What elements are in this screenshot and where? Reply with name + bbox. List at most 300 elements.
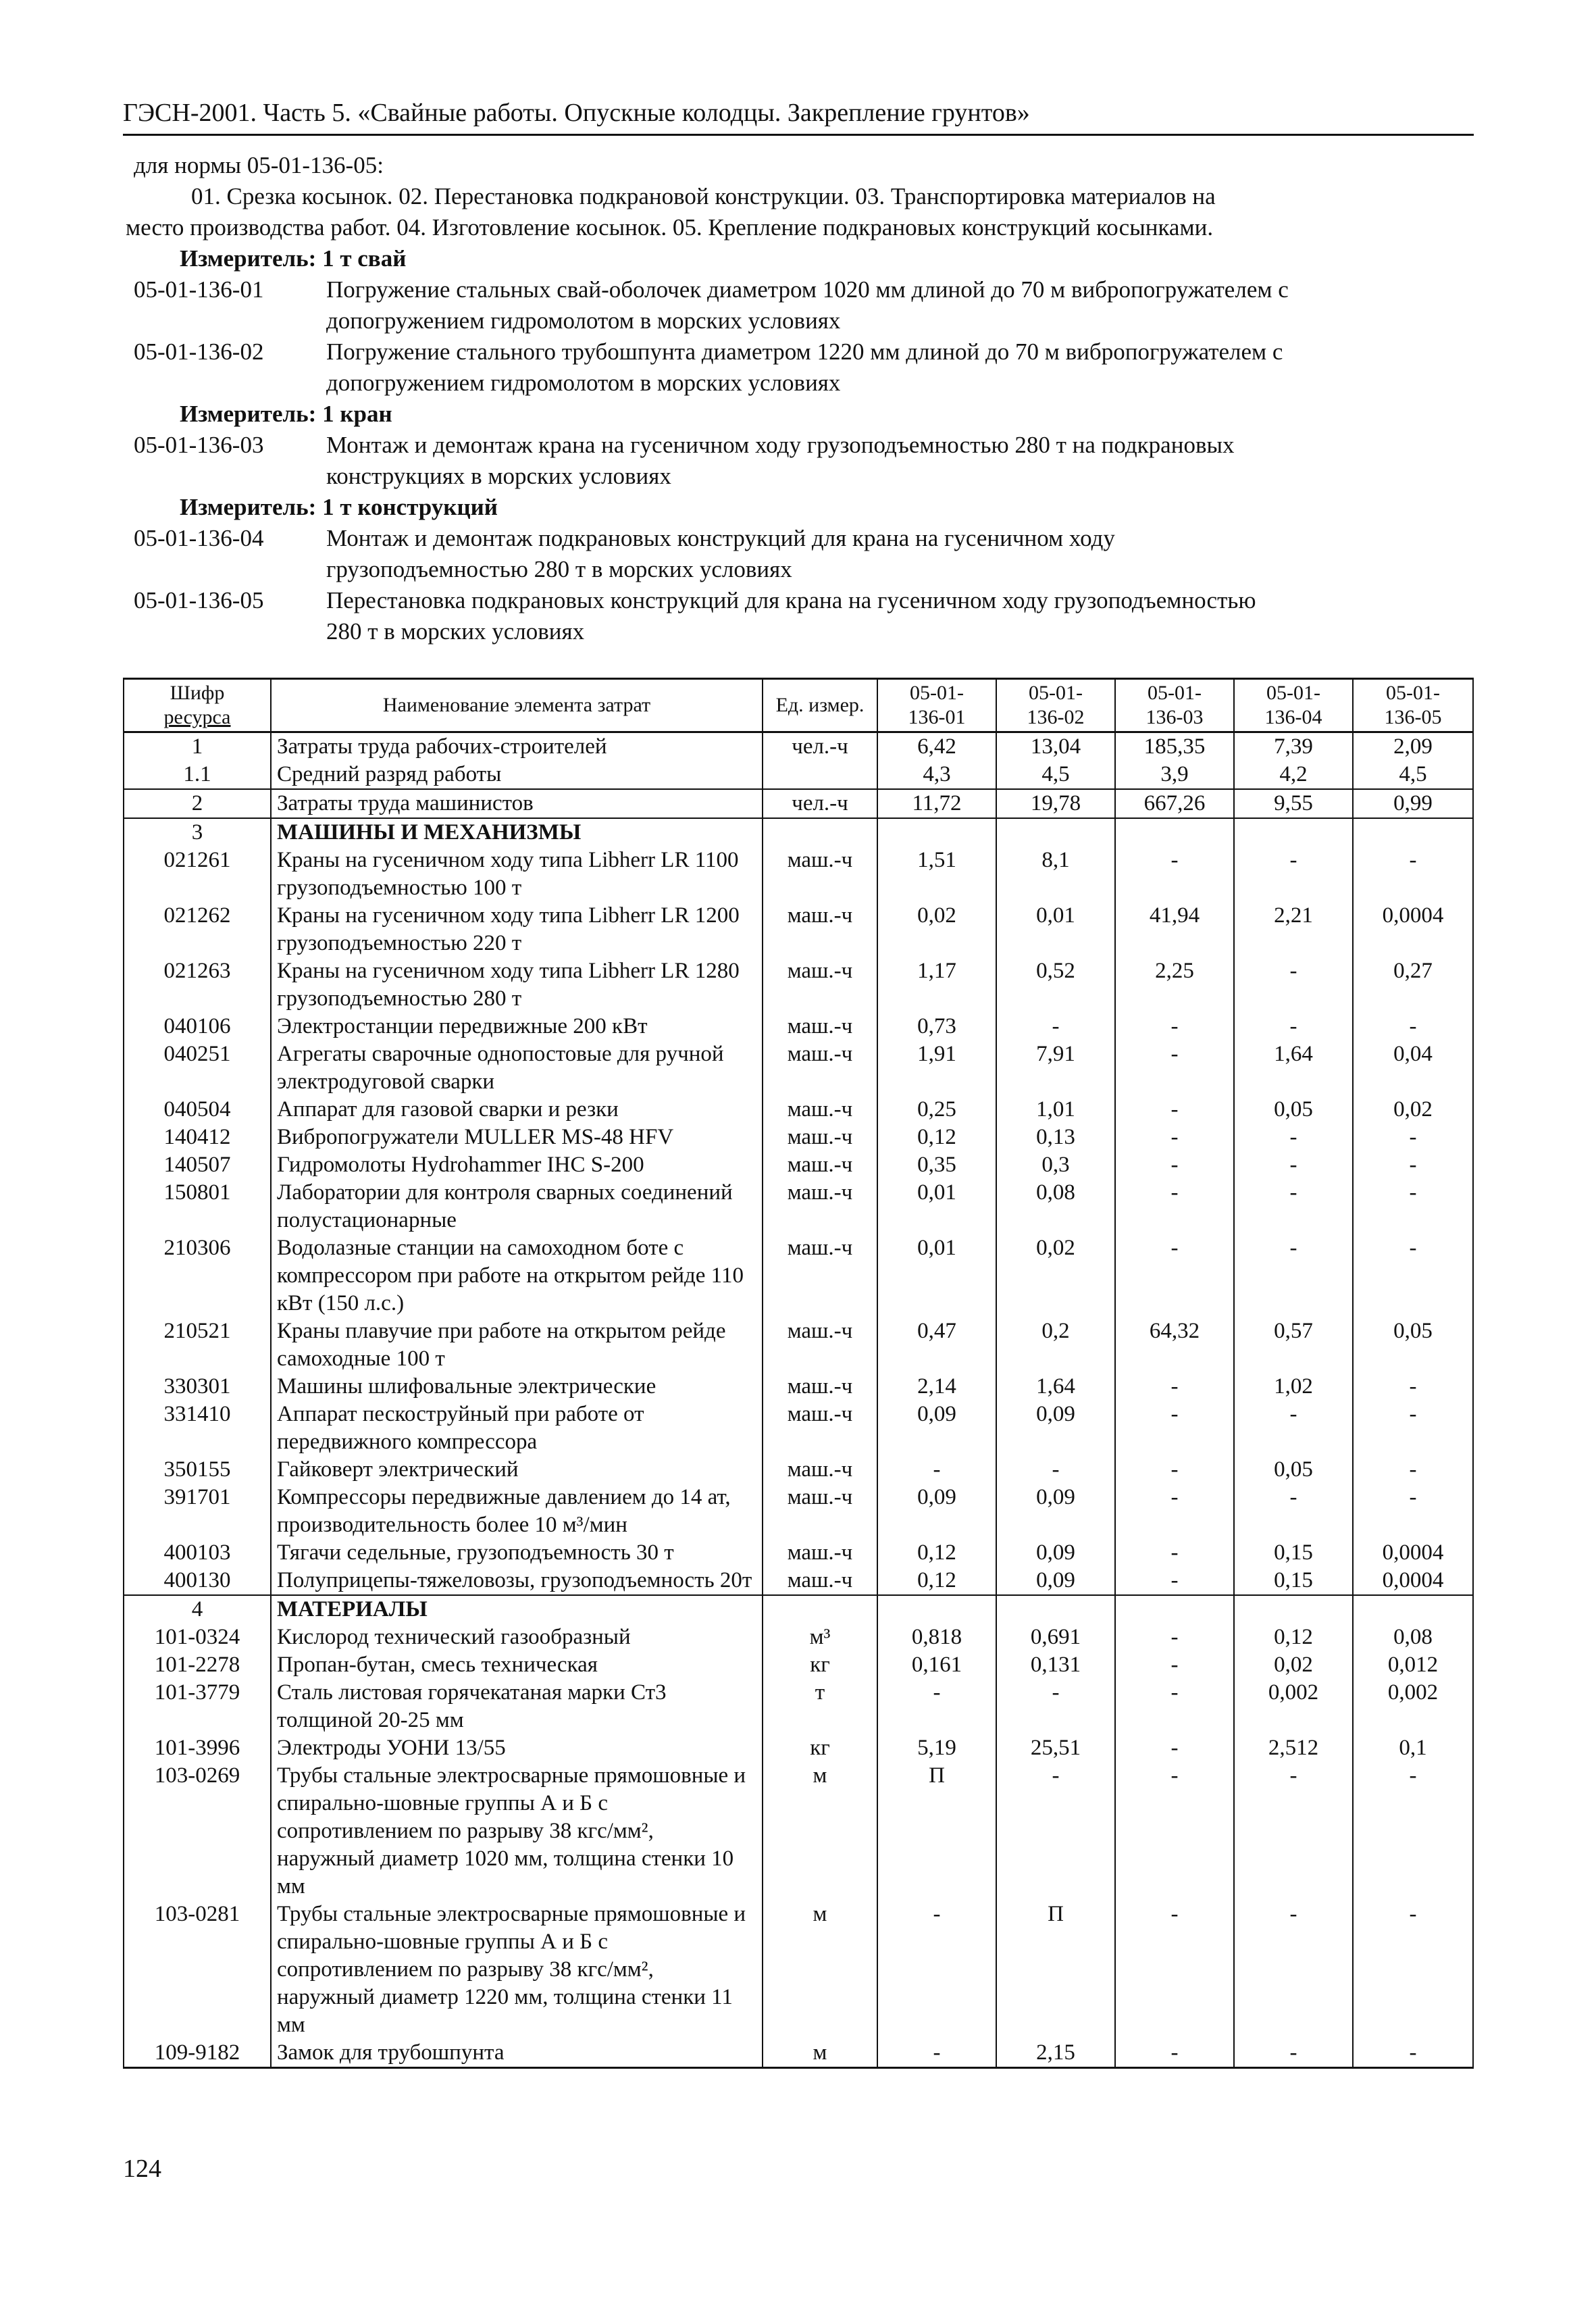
- resource-code: 021263: [124, 957, 271, 1013]
- table-row: [124, 1901, 1473, 2039]
- value-norm-5: 0,05: [1353, 1317, 1473, 1373]
- value-norm-4: 1,64: [1234, 1040, 1353, 1096]
- measure-unit-3: Измеритель: 1 т конструкций: [180, 494, 498, 520]
- table-row: [124, 1179, 1473, 1234]
- value-norm-1: 0,12: [877, 1124, 996, 1151]
- value-norm-5: -: [1353, 2039, 1473, 2068]
- norm-text-line: грузоподъемностью 280 т в морских условиях: [326, 556, 792, 582]
- resource-name: Вибропогружатели MULLER MS-48 HFV: [271, 1124, 763, 1151]
- resource-code: 101-0324: [124, 1624, 271, 1651]
- value-norm-5: 0,0004: [1353, 902, 1473, 957]
- resource-table: [123, 678, 1474, 2069]
- unit-cell: [763, 1595, 877, 1624]
- unit-cell: кг: [763, 1651, 877, 1679]
- value-norm-3: -: [1115, 1901, 1234, 2039]
- table-row: [124, 1539, 1473, 1567]
- table-body: [124, 732, 1473, 2068]
- resource-code: 1: [124, 732, 271, 761]
- value-norm-3: 185,35: [1115, 732, 1234, 761]
- value-norm-1: 1,51: [877, 847, 996, 902]
- unit-cell: кг: [763, 1734, 877, 1762]
- page-header: ГЭСН-2001. Часть 5. «Свайные работы. Опускные колодцы. Закрепление грунтов»: [123, 96, 1474, 136]
- value-norm-4: 0,15: [1234, 1567, 1353, 1595]
- resource-name: Водолазные станции на самоходном боте с компрессором при работе на открытом рейде 110 кВт (150 л.с.): [271, 1234, 763, 1317]
- value-norm-5: -: [1353, 1124, 1473, 1151]
- resource-code: 101-3779: [124, 1679, 271, 1734]
- value-norm-1: 11,72: [877, 789, 996, 818]
- resource-code: 2: [124, 789, 271, 818]
- value-norm-2: -: [996, 1013, 1115, 1040]
- resource-name: Гидромолоты Hydrohammer IHC S-200: [271, 1151, 763, 1179]
- resource-name: Аппарат пескоструйный при работе от передвижного компрессора: [271, 1401, 763, 1456]
- table-row: [124, 1124, 1473, 1151]
- value-norm-4: 0,05: [1234, 1096, 1353, 1124]
- value-norm-3: -: [1115, 1124, 1234, 1151]
- table-row: [124, 1762, 1473, 1901]
- value-norm-1: -: [877, 1679, 996, 1734]
- unit-cell: маш.-ч: [763, 1013, 877, 1040]
- value-norm-1: 0,161: [877, 1651, 996, 1679]
- resource-code: 331410: [124, 1401, 271, 1456]
- value-norm-1: 4,3: [877, 761, 996, 789]
- header-norm-4: 05-01- 136-04: [1234, 679, 1353, 732]
- value-norm-1: 1,17: [877, 957, 996, 1013]
- resource-name: Затраты труда рабочих-строителей: [271, 732, 763, 761]
- value-norm-1: 5,19: [877, 1734, 996, 1762]
- unit-cell: маш.-ч: [763, 1234, 877, 1317]
- value-norm-3: 667,26: [1115, 789, 1234, 818]
- resource-name: Электроды УОНИ 13/55: [271, 1734, 763, 1762]
- unit-cell: м³: [763, 1624, 877, 1651]
- value-norm-1: 0,01: [877, 1234, 996, 1317]
- value-norm-3: 2,25: [1115, 957, 1234, 1013]
- value-norm-4: 0,002: [1234, 1679, 1353, 1734]
- value-norm-1: 1,91: [877, 1040, 996, 1096]
- value-norm-1: [877, 818, 996, 847]
- unit-cell: маш.-ч: [763, 1317, 877, 1373]
- unit-cell: [763, 818, 877, 847]
- value-norm-3: -: [1115, 1456, 1234, 1484]
- value-norm-5: 0,002: [1353, 1679, 1473, 1734]
- header-norm-2: 05-01- 136-02: [996, 679, 1115, 732]
- resource-code: 040106: [124, 1013, 271, 1040]
- resource-name: Электростанции передвижные 200 кВт: [271, 1013, 763, 1040]
- resource-code: 391701: [124, 1484, 271, 1539]
- value-norm-3: 3,9: [1115, 761, 1234, 789]
- resource-name: Краны на гусеничном ходу типа Libherr LR 1200 грузоподъемностью 220 т: [271, 902, 763, 957]
- value-norm-5: 0,012: [1353, 1651, 1473, 1679]
- header-name: Наименование элемента затрат: [271, 679, 763, 732]
- table-row: [124, 761, 1473, 789]
- unit-cell: маш.-ч: [763, 1456, 877, 1484]
- resource-name: Затраты труда машинистов: [271, 789, 763, 818]
- resource-code: 400130: [124, 1567, 271, 1595]
- value-norm-2: 19,78: [996, 789, 1115, 818]
- resource-code: 210306: [124, 1234, 271, 1317]
- value-norm-4: -: [1234, 1762, 1353, 1901]
- value-norm-1: 0,09: [877, 1401, 996, 1456]
- resource-name: Краны на гусеничном ходу типа Libherr LR 1280 грузоподъемностью 280 т: [271, 957, 763, 1013]
- value-norm-2: -: [996, 1762, 1115, 1901]
- table-header-row: [124, 679, 1473, 732]
- value-norm-3: -: [1115, 1484, 1234, 1539]
- measure-unit-1: Измеритель: 1 т свай: [180, 245, 407, 272]
- measure-unit-2: Измеритель: 1 кран: [180, 401, 392, 427]
- norm-item: [134, 523, 1478, 585]
- table-row: [124, 1096, 1473, 1124]
- value-norm-3: -: [1115, 1539, 1234, 1567]
- table-row: [124, 1567, 1473, 1595]
- header-code: Шифр ресурса: [124, 679, 271, 732]
- resource-code: 140507: [124, 1151, 271, 1179]
- value-norm-1: -: [877, 2039, 996, 2068]
- value-norm-4: 7,39: [1234, 732, 1353, 761]
- value-norm-1: -: [877, 1901, 996, 2039]
- unit-cell: маш.-ч: [763, 957, 877, 1013]
- norm-item: [134, 336, 1478, 399]
- table-row: [124, 1595, 1473, 1624]
- value-norm-1: 0,12: [877, 1567, 996, 1595]
- norm-item: [134, 585, 1478, 647]
- value-norm-4: -: [1234, 1901, 1353, 2039]
- norm-text-line: конструкциях в морских условиях: [326, 463, 671, 489]
- value-norm-3: -: [1115, 1567, 1234, 1595]
- value-norm-5: 0,0004: [1353, 1567, 1473, 1595]
- resource-name: Аппарат для газовой сварки и резки: [271, 1096, 763, 1124]
- resource-code: 350155: [124, 1456, 271, 1484]
- value-norm-1: 0,02: [877, 902, 996, 957]
- value-norm-2: 0,09: [996, 1484, 1115, 1539]
- table-row: [124, 1013, 1473, 1040]
- resource-code: 021261: [124, 847, 271, 902]
- header-norm-5: 05-01- 136-05: [1353, 679, 1473, 732]
- value-norm-3: -: [1115, 1013, 1234, 1040]
- unit-cell: маш.-ч: [763, 1401, 877, 1456]
- value-norm-3: -: [1115, 1179, 1234, 1234]
- value-norm-5: 0,02: [1353, 1096, 1473, 1124]
- norm-description: [126, 150, 1478, 647]
- table-row: [124, 789, 1473, 818]
- resource-name: Полуприцепы-тяжеловозы, грузоподъемность 20т: [271, 1567, 763, 1595]
- value-norm-5: [1353, 1595, 1473, 1624]
- table-row: [124, 1651, 1473, 1679]
- unit-cell: [763, 761, 877, 789]
- resource-code: 330301: [124, 1373, 271, 1401]
- value-norm-3: -: [1115, 2039, 1234, 2068]
- value-norm-2: 25,51: [996, 1734, 1115, 1762]
- value-norm-2: 0,13: [996, 1124, 1115, 1151]
- unit-cell: м: [763, 1901, 877, 2039]
- norm-item: [134, 274, 1478, 336]
- unit-cell: маш.-ч: [763, 847, 877, 902]
- value-norm-5: -: [1353, 1762, 1473, 1901]
- work-steps-line-2: место производства работ. 04. Изготовление косынок. 05. Крепление подкрановых конструкций косынками.: [126, 214, 1214, 241]
- value-norm-2: 0,131: [996, 1651, 1115, 1679]
- norm-code: 05-01-136-05: [134, 587, 264, 613]
- resource-name: Сталь листовая горячекатаная марки Ст3 толщиной 20-25 мм: [271, 1679, 763, 1734]
- value-norm-4: -: [1234, 1013, 1353, 1040]
- table-row: [124, 1151, 1473, 1179]
- resource-code: 101-3996: [124, 1734, 271, 1762]
- resource-name: Трубы стальные электросварные прямошовные и спирально-шовные группы А и Б с сопротивлением по разрыву 38 кгс/мм², наружный диаметр 1020 мм, толщина стенки 10 мм: [271, 1762, 763, 1901]
- value-norm-4: 0,12: [1234, 1624, 1353, 1651]
- table-row: [124, 1401, 1473, 1456]
- value-norm-2: -: [996, 1679, 1115, 1734]
- resource-code: 150801: [124, 1179, 271, 1234]
- value-norm-3: 41,94: [1115, 902, 1234, 957]
- value-norm-5: -: [1353, 1151, 1473, 1179]
- norm-code: 05-01-136-03: [134, 432, 264, 458]
- norm-code: 05-01-136-02: [134, 338, 264, 365]
- value-norm-5: -: [1353, 1179, 1473, 1234]
- resource-code: 021262: [124, 902, 271, 957]
- unit-cell: маш.-ч: [763, 1539, 877, 1567]
- value-norm-5: 4,5: [1353, 761, 1473, 789]
- value-norm-3: -: [1115, 1734, 1234, 1762]
- header-norm-1: 05-01- 136-01: [877, 679, 996, 732]
- resource-name: Краны плавучие при работе на открытом рейде самоходные 100 т: [271, 1317, 763, 1373]
- value-norm-5: -: [1353, 1401, 1473, 1456]
- value-norm-3: -: [1115, 1373, 1234, 1401]
- table-row: [124, 2039, 1473, 2068]
- unit-cell: маш.-ч: [763, 1484, 877, 1539]
- resource-code: 103-0281: [124, 1901, 271, 2039]
- resource-name: Машины шлифовальные электрические: [271, 1373, 763, 1401]
- value-norm-5: 0,27: [1353, 957, 1473, 1013]
- value-norm-4: [1234, 818, 1353, 847]
- value-norm-2: 0,3: [996, 1151, 1115, 1179]
- value-norm-3: -: [1115, 1762, 1234, 1901]
- value-norm-4: -: [1234, 1234, 1353, 1317]
- value-norm-2: [996, 818, 1115, 847]
- value-norm-5: -: [1353, 1484, 1473, 1539]
- resource-code: 101-2278: [124, 1651, 271, 1679]
- value-norm-3: -: [1115, 1401, 1234, 1456]
- unit-cell: т: [763, 1679, 877, 1734]
- value-norm-3: -: [1115, 1624, 1234, 1651]
- resource-name: Лаборатории для контроля сварных соединений полустационарные: [271, 1179, 763, 1234]
- value-norm-5: -: [1353, 1013, 1473, 1040]
- value-norm-3: 64,32: [1115, 1317, 1234, 1373]
- value-norm-2: 0,09: [996, 1539, 1115, 1567]
- unit-cell: маш.-ч: [763, 1373, 877, 1401]
- norm-item: [134, 430, 1478, 492]
- value-norm-4: 0,15: [1234, 1539, 1353, 1567]
- value-norm-2: [996, 1595, 1115, 1624]
- unit-cell: м: [763, 1762, 877, 1901]
- unit-cell: маш.-ч: [763, 1124, 877, 1151]
- norm-code: 05-01-136-01: [134, 276, 264, 303]
- value-norm-3: -: [1115, 847, 1234, 902]
- value-norm-1: 0,47: [877, 1317, 996, 1373]
- value-norm-1: 0,818: [877, 1624, 996, 1651]
- value-norm-1: 0,09: [877, 1484, 996, 1539]
- value-norm-4: -: [1234, 847, 1353, 902]
- table-row: [124, 1317, 1473, 1373]
- resource-name: Компрессоры передвижные давлением до 14 ат, производительность более 10 м³/мин: [271, 1484, 763, 1539]
- value-norm-3: [1115, 818, 1234, 847]
- work-steps-line-1: 01. Срезка косынок. 02. Перестановка подкрановой конструкции. 03. Транспортировка материалов на: [191, 183, 1216, 209]
- norm-text-line: Погружение стального трубошпунта диаметром 1220 мм длиной до 70 м вибропогружателем с: [326, 338, 1283, 365]
- value-norm-4: -: [1234, 1124, 1353, 1151]
- unit-cell: маш.-ч: [763, 1179, 877, 1234]
- value-norm-2: 0,09: [996, 1567, 1115, 1595]
- value-norm-1: -: [877, 1456, 996, 1484]
- table-row: [124, 1679, 1473, 1734]
- norm-text-line: Перестановка подкрановых конструкций для крана на гусеничном ходу грузоподъемностью: [326, 587, 1256, 613]
- table-row: [124, 1456, 1473, 1484]
- value-norm-2: 1,64: [996, 1373, 1115, 1401]
- unit-cell: маш.-ч: [763, 1567, 877, 1595]
- resource-name: Агрегаты сварочные однопостовые для ручной электродуговой сварки: [271, 1040, 763, 1096]
- resource-name: МАШИНЫ И МЕХАНИЗМЫ: [271, 818, 763, 847]
- unit-cell: маш.-ч: [763, 902, 877, 957]
- unit-cell: чел.-ч: [763, 732, 877, 761]
- value-norm-5: 0,1: [1353, 1734, 1473, 1762]
- value-norm-5: -: [1353, 847, 1473, 902]
- value-norm-2: 1,01: [996, 1096, 1115, 1124]
- header-norm-3: 05-01- 136-03: [1115, 679, 1234, 732]
- resource-name: Пропан-бутан, смесь техническая: [271, 1651, 763, 1679]
- value-norm-5: 0,0004: [1353, 1539, 1473, 1567]
- header-unit: Ед. измер.: [763, 679, 877, 732]
- value-norm-3: -: [1115, 1234, 1234, 1317]
- resource-name: Гайковерт электрический: [271, 1456, 763, 1484]
- value-norm-2: 13,04: [996, 732, 1115, 761]
- table-row: [124, 732, 1473, 761]
- value-norm-2: 0,52: [996, 957, 1115, 1013]
- norm-text-line: допогружением гидромолотом в морских условиях: [326, 370, 841, 396]
- value-norm-2: 7,91: [996, 1040, 1115, 1096]
- value-norm-4: -: [1234, 1484, 1353, 1539]
- value-norm-2: 8,1: [996, 847, 1115, 902]
- resource-name: Тягачи седельные, грузоподъемность 30 т: [271, 1539, 763, 1567]
- value-norm-1: [877, 1595, 996, 1624]
- resource-code: 3: [124, 818, 271, 847]
- value-norm-4: -: [1234, 1151, 1353, 1179]
- resource-name: Средний разряд работы: [271, 761, 763, 789]
- value-norm-5: 0,99: [1353, 789, 1473, 818]
- resource-code: 1.1: [124, 761, 271, 789]
- value-norm-1: 0,73: [877, 1013, 996, 1040]
- resource-name: Краны на гусеничном ходу типа Libherr LR 1100 грузоподъемностью 100 т: [271, 847, 763, 902]
- table-row: [124, 847, 1473, 902]
- table-row: [124, 1484, 1473, 1539]
- value-norm-5: 0,08: [1353, 1624, 1473, 1651]
- value-norm-2: 0,02: [996, 1234, 1115, 1317]
- table-row: [124, 1624, 1473, 1651]
- value-norm-4: 0,57: [1234, 1317, 1353, 1373]
- value-norm-2: 0,08: [996, 1179, 1115, 1234]
- value-norm-2: 0,2: [996, 1317, 1115, 1373]
- value-norm-4: 9,55: [1234, 789, 1353, 818]
- value-norm-2: 0,01: [996, 902, 1115, 957]
- value-norm-1: 0,12: [877, 1539, 996, 1567]
- value-norm-2: 0,691: [996, 1624, 1115, 1651]
- resource-code: 040504: [124, 1096, 271, 1124]
- table-row: [124, 1040, 1473, 1096]
- resource-code: 210521: [124, 1317, 271, 1373]
- unit-cell: маш.-ч: [763, 1096, 877, 1124]
- value-norm-3: -: [1115, 1651, 1234, 1679]
- value-norm-4: -: [1234, 2039, 1353, 2068]
- value-norm-5: 0,04: [1353, 1040, 1473, 1096]
- norm-text-line: Монтаж и демонтаж подкрановых конструкций для крана на гусеничном ходу: [326, 525, 1115, 551]
- table-row: [124, 1734, 1473, 1762]
- resource-code: 140412: [124, 1124, 271, 1151]
- norm-code: 05-01-136-04: [134, 525, 264, 551]
- value-norm-1: 0,35: [877, 1151, 996, 1179]
- value-norm-4: 2,21: [1234, 902, 1353, 957]
- value-norm-4: 0,05: [1234, 1456, 1353, 1484]
- value-norm-5: -: [1353, 1901, 1473, 2039]
- value-norm-4: 2,512: [1234, 1734, 1353, 1762]
- value-norm-2: -: [996, 1456, 1115, 1484]
- resource-name: Трубы стальные электросварные прямошовные и спирально-шовные группы А и Б с сопротивлением по разрыву 38 кгс/мм², наружный диаметр 1220 мм, толщина стенки 11 мм: [271, 1901, 763, 2039]
- norm-text-line: Монтаж и демонтаж крана на гусеничном ходу грузоподъемностью 280 т на подкрановых: [326, 432, 1235, 458]
- unit-cell: м: [763, 2039, 877, 2068]
- resource-name: Замок для трубошпунта: [271, 2039, 763, 2068]
- resource-code: 400103: [124, 1539, 271, 1567]
- unit-cell: маш.-ч: [763, 1040, 877, 1096]
- resource-name: МАТЕРИАЛЫ: [271, 1595, 763, 1624]
- value-norm-4: 1,02: [1234, 1373, 1353, 1401]
- value-norm-5: -: [1353, 1456, 1473, 1484]
- value-norm-5: [1353, 818, 1473, 847]
- value-norm-4: 0,02: [1234, 1651, 1353, 1679]
- value-norm-4: -: [1234, 957, 1353, 1013]
- value-norm-1: П: [877, 1762, 996, 1901]
- table-row: [124, 1373, 1473, 1401]
- value-norm-3: -: [1115, 1679, 1234, 1734]
- value-norm-3: -: [1115, 1096, 1234, 1124]
- resource-code: 103-0269: [124, 1762, 271, 1901]
- value-norm-1: 0,01: [877, 1179, 996, 1234]
- value-norm-2: 4,5: [996, 761, 1115, 789]
- value-norm-1: 2,14: [877, 1373, 996, 1401]
- resource-code: 109-9182: [124, 2039, 271, 2068]
- value-norm-2: 0,09: [996, 1401, 1115, 1456]
- value-norm-1: 0,25: [877, 1096, 996, 1124]
- value-norm-4: -: [1234, 1179, 1353, 1234]
- value-norm-3: [1115, 1595, 1234, 1624]
- value-norm-4: [1234, 1595, 1353, 1624]
- resource-name: Кислород технический газообразный: [271, 1624, 763, 1651]
- resource-code: 040251: [124, 1040, 271, 1096]
- norm-label: для нормы 05-01-136-05:: [134, 152, 384, 178]
- norm-text-line: допогружением гидромолотом в морских условиях: [326, 307, 841, 334]
- value-norm-2: П: [996, 1901, 1115, 2039]
- table-row: [124, 957, 1473, 1013]
- table-row: [124, 902, 1473, 957]
- table-row: [124, 1234, 1473, 1317]
- unit-cell: маш.-ч: [763, 1151, 877, 1179]
- value-norm-5: -: [1353, 1234, 1473, 1317]
- table-row: [124, 818, 1473, 847]
- unit-cell: чел.-ч: [763, 789, 877, 818]
- page-number: 124: [123, 2155, 161, 2183]
- value-norm-4: 4,2: [1234, 761, 1353, 789]
- value-norm-4: -: [1234, 1401, 1353, 1456]
- resource-code: 4: [124, 1595, 271, 1624]
- value-norm-5: -: [1353, 1373, 1473, 1401]
- value-norm-1: 6,42: [877, 732, 996, 761]
- norm-text-line: 280 т в морских условиях: [326, 618, 585, 645]
- norm-text-line: Погружение стальных свай-оболочек диаметром 1020 мм длиной до 70 м вибропогружателем с: [326, 276, 1289, 303]
- value-norm-5: 2,09: [1353, 732, 1473, 761]
- value-norm-2: 2,15: [996, 2039, 1115, 2068]
- value-norm-3: -: [1115, 1040, 1234, 1096]
